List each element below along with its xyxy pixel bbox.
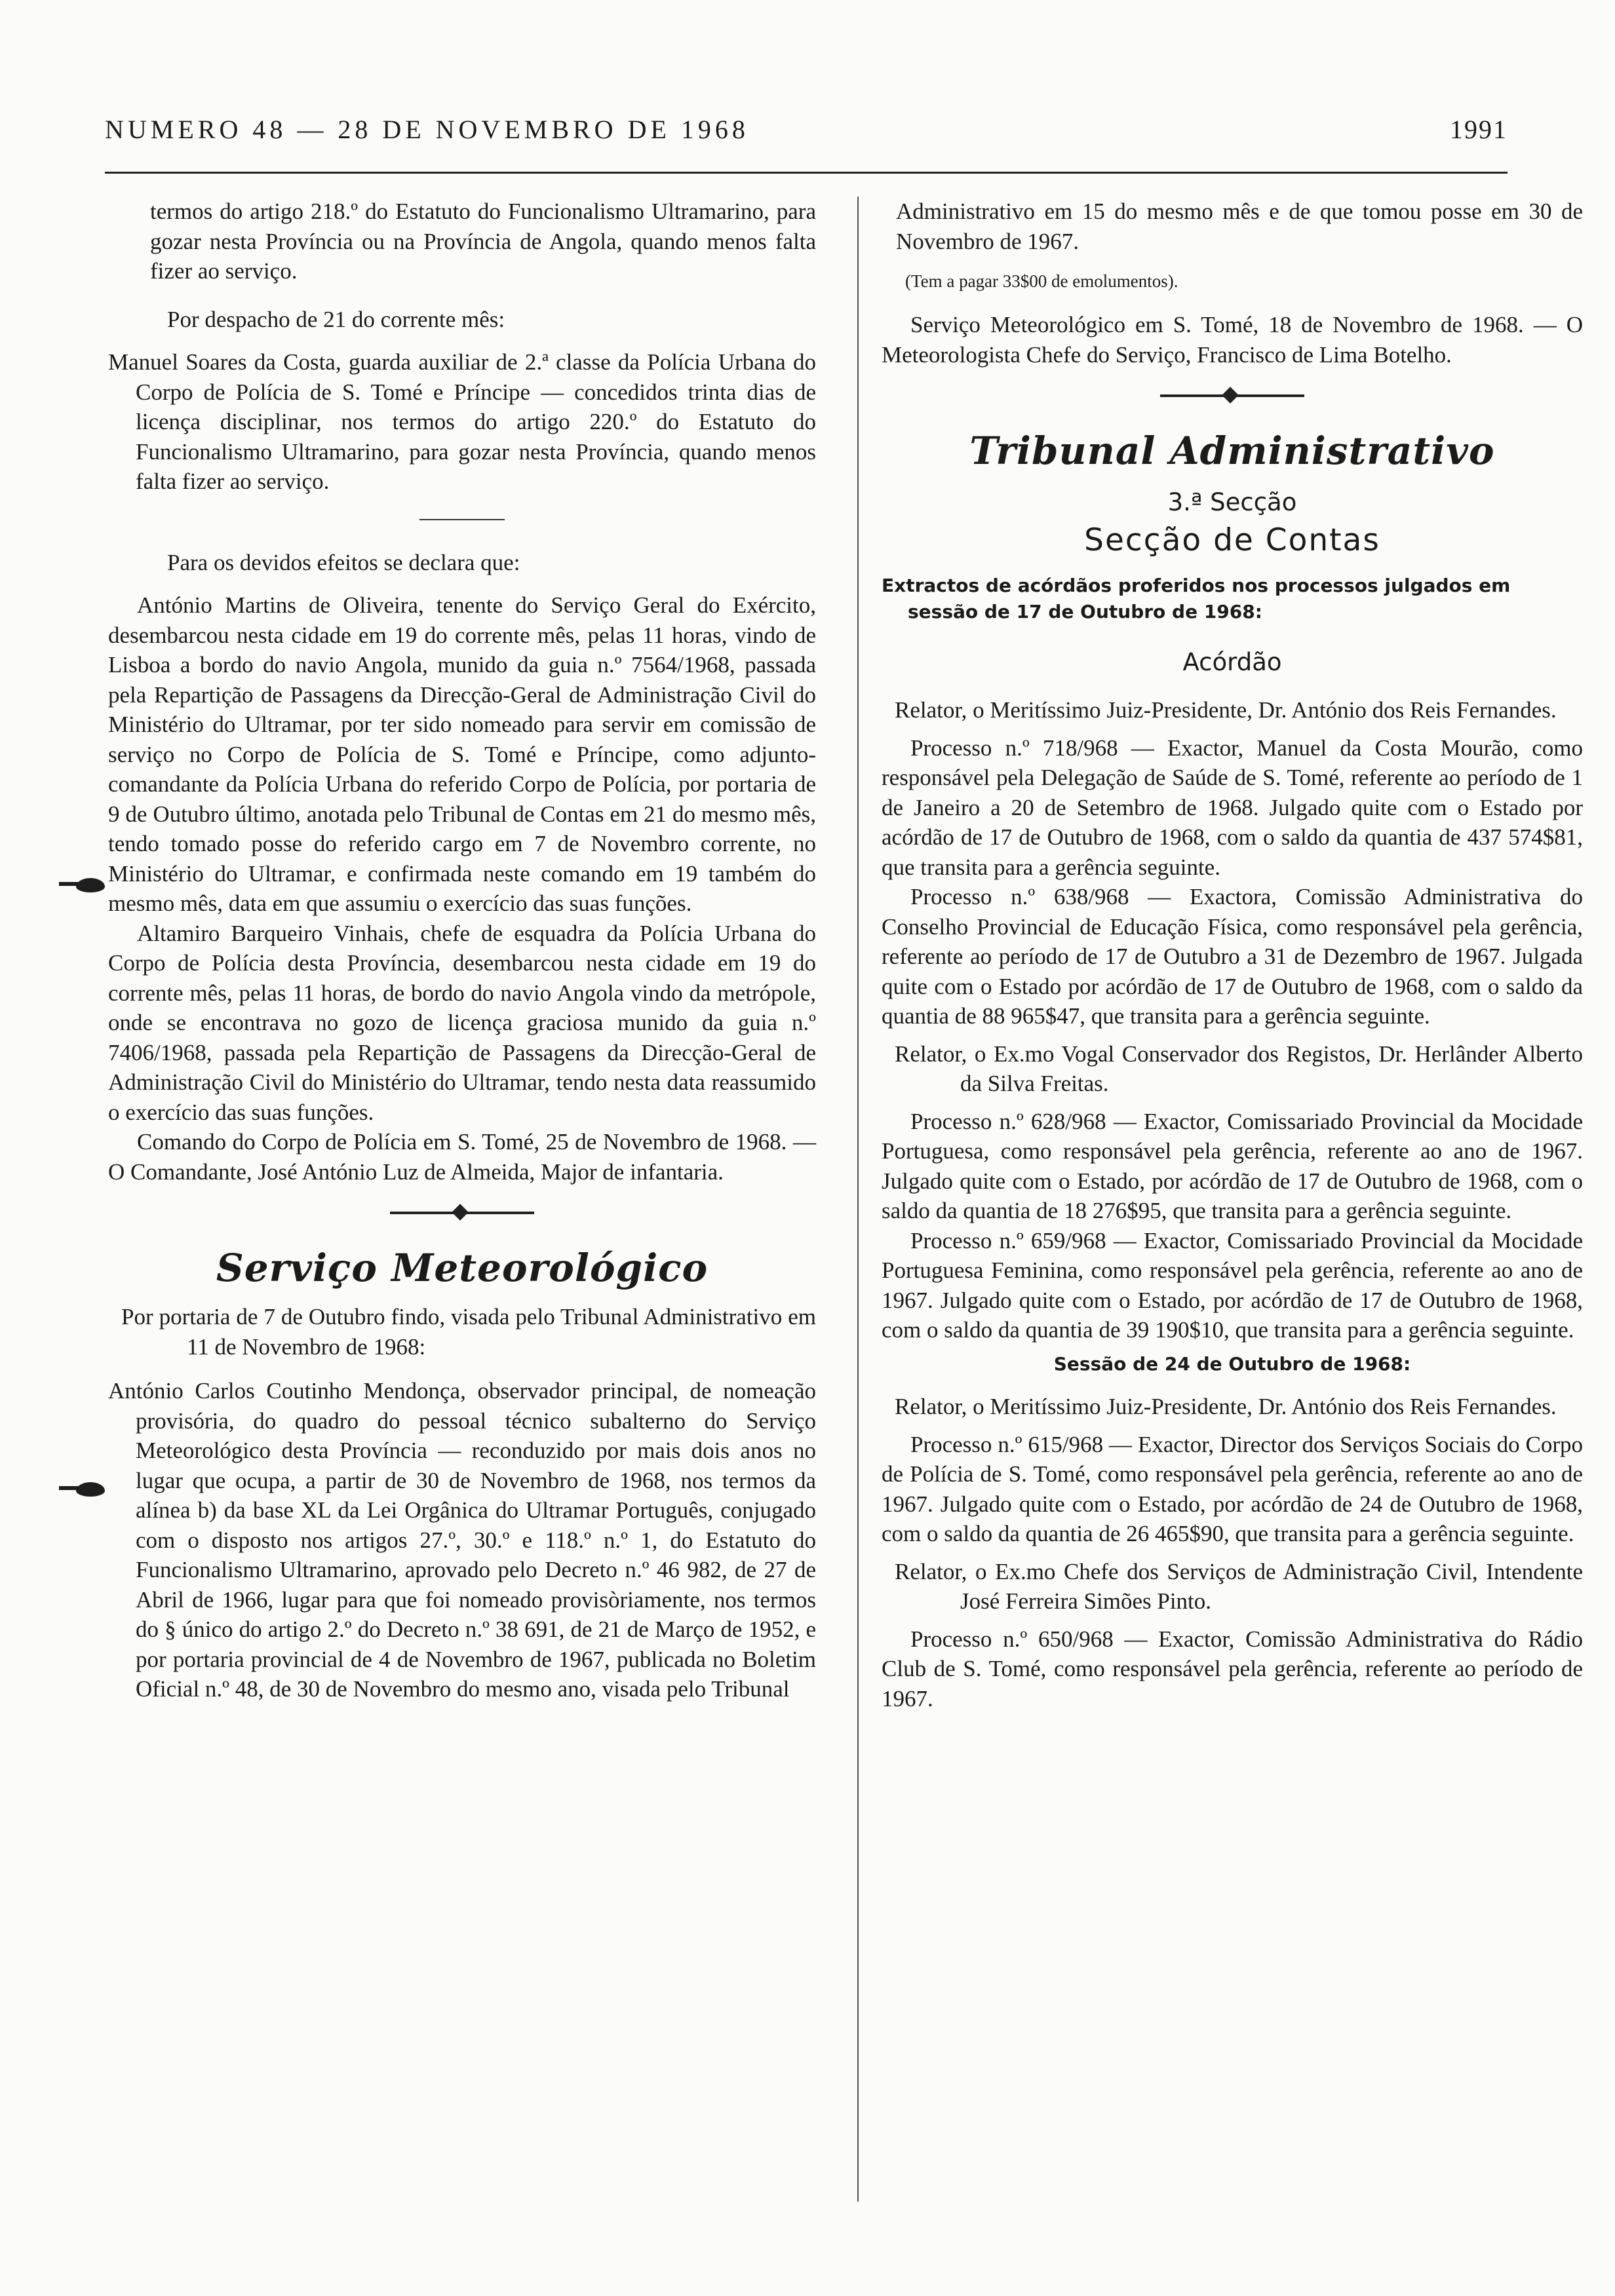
pointing-hand-icon xyxy=(76,1482,105,1497)
relator-line: Relator, o Meritíssimo Juiz-Presidente, Dr. António dos Reis Fernandes. xyxy=(895,697,1557,723)
processo-paragraph: Processo n.º 615/968 — Exactor, Director dos Serviços Sociais do Corpo de Polícia de S. Tomé, como responsável pela gerência, referente ao ano de 1967. Julgado quite com o Estado, por acórdão de 24 de Outubro de 1968, com o saldo da quantia de 26 465$90, que transita para a gerência seguinte. xyxy=(882,1431,1583,1546)
relator-line: Relator, o Ex.mo Chefe dos Serviços de Administração Civil, Intendente José Ferreira Simões Pinto. xyxy=(895,1558,1583,1614)
ornament-separator xyxy=(390,1212,534,1214)
despacho-heading: Por despacho de 21 do corrente mês: xyxy=(167,306,505,332)
processo-paragraph: Processo n.º 718/968 — Exactor, Manuel da Costa Mourão, como responsável pela Delegação de Saúde de S. Tomé, referente ao período de 1 de Janeiro a 20 de Setembro de 1968. Julgado quite com o Estado por acórdão de 17 de Outubro de 1968, com o saldo da quantia de 437 574$81, que transita para a gerência seguinte. xyxy=(882,735,1583,880)
acordao-heading: Acórdão xyxy=(1182,647,1282,676)
seccao-number: 3.ª Secção xyxy=(1167,488,1297,516)
processo-paragraph: Processo n.º 638/968 — Exactora, Comissão Administrativa do Conselho Provincial de Educação Física, como responsável pela gerência, referente ao período de 17 de Outubro a 31 de Dezembro de 1967. Julgada quite com o Estado por acórdão de 17 de Outubro de 1968, com o saldo da quantia de 88 965$47, que transita para a gerência seguinte. xyxy=(882,884,1583,1029)
ornament-separator xyxy=(1160,394,1304,397)
paragraph: Altamiro Barqueiro Vinhais, chefe de esquadra da Polícia Urbana do Corpo de Polícia desta Província, desembarcou nesta cidade em 19 do corrente mês, pelas 11 horas, de bordo do navio Angola vindo da metrópole, onde se encontrava no gozo de licença graciosa munido da guia n.º 7406/1968, passada pela Repartição de Passagens da Direcção-Geral de Administração Civil do Ministério do Ultramar, tendo nesta data reassumido o exercício das suas funções. xyxy=(108,920,816,1125)
pointing-hand-icon xyxy=(76,878,105,892)
processo-paragraph: Processo n.º 628/968 — Exactor, Comissariado Provincial da Mocidade Portuguesa, como responsável pela gerência, referente ao ano de 1967. Julgado quite com o Estado, por acórdão de 17 de Outubro de 1968, com o saldo da quantia de 18 276$95, que transita para a gerência seguinte. xyxy=(882,1108,1583,1223)
right-column xyxy=(882,197,1583,1713)
separator xyxy=(419,519,505,520)
emolumentos-note: (Tem a pagar 33$00 de emolumentos). xyxy=(905,271,1178,291)
portaria-heading: Por portaria de 7 de Outubro findo, visada pelo Tribunal Administrativo em 11 de Novembro de 1968: xyxy=(121,1304,816,1360)
relator-line: Relator, o Ex.mo Vogal Conservador dos Registos, Dr. Herlânder Alberto da Silva Freitas. xyxy=(895,1041,1583,1096)
paragraph: Administrativo em 15 do mesmo mês e de que tomou posse em 30 de Novembro de 1967. xyxy=(896,199,1583,254)
extractos-heading: Extractos de acórdãos proferidos nos processos julgados em sessão de 17 de Outubro de 1968: xyxy=(882,574,1511,622)
header-rule xyxy=(105,172,1508,174)
paragraph: António Carlos Coutinho Mendonça, observador principal, de nomeação provisória, do quadro do pessoal técnico subalterno do Serviço Meteorológico desta Província — reconduzido por mais dois anos no lugar que ocupa, a partir de 30 de Novembro de 1968, nos termos da alínea b) da base XL da Lei Orgânica do Ultramar Português, conjugado com o disposto nos artigos 27.º, 30.º e 118.º n.º 1, do Estatuto do Funcionalismo Ultramarino, aprovado pelo Decreto n.º 46 982, de 27 de Abril de 1966, lugar para que foi nomeado provisòriamente, nos termos do § único do artigo 2.º do Decreto n.º 38 691, de 21 de Março de 1952, e por portaria provincial de 4 de Novembro de 1967, publicada no Boletim Oficial n.º 48, de 30 de Novembro do mesmo ano, visada pelo Tribunal xyxy=(108,1378,816,1702)
page-header xyxy=(105,110,1508,149)
issue-title: NUMERO 48 — 28 DE NOVEMBRO DE 1968 xyxy=(105,115,749,144)
paragraph: Manuel Soares da Costa, guarda auxiliar de 2.ª classe da Polícia Urbana do Corpo de Polícia de S. Tomé e Príncipe — concedidos trinta dias de licença disciplinar, nos termos do artigo 220.º do Estatuto do Funcionalismo Ultramarino, para gozar nesta Província, quando menos falta fizer ao serviço. xyxy=(108,349,816,494)
processo-paragraph: Processo n.º 650/968 — Exactor, Comissão Administrativa do Rádio Club de S. Tomé, como responsável pela gerência, referente ao período de 1967. xyxy=(882,1626,1583,1712)
paragraph: termos do artigo 218.º do Estatuto do Funcionalismo Ultramarino, para gozar nesta Província ou na Província de Angola, quando menos falta fizer ao serviço. xyxy=(150,199,816,284)
column-divider xyxy=(857,197,859,2202)
processo-paragraph: Processo n.º 659/968 — Exactor, Comissariado Provincial da Mocidade Portuguesa Feminina, como responsável pela gerência, referente ao ano de 1967. Julgado quite com o Estado, por acórdão de 17 de Outubro de 1968, com o saldo da quantia de 39 190$10, que transita para a gerência seguinte. xyxy=(882,1227,1583,1343)
section-title: Serviço Meteorológico xyxy=(216,1246,709,1290)
relator-line: Relator, o Meritíssimo Juiz-Presidente, Dr. António dos Reis Fernandes. xyxy=(895,1394,1557,1419)
signature-paragraph: Serviço Meteorológico em S. Tomé, 18 de Novembro de 1968. — O Meteorologista Chefe do Serviço, Francisco de Lima Botelho. xyxy=(882,312,1583,368)
signature-paragraph: Comando do Corpo de Polícia em S. Tomé, 25 de Novembro de 1968. — O Comandante, José António Luz de Almeida, Major de infantaria. xyxy=(108,1129,816,1185)
section-title: Tribunal Administrativo xyxy=(969,429,1495,473)
seccao-title: Secção de Contas xyxy=(1084,522,1380,558)
left-column xyxy=(108,197,816,1704)
sessao-heading: Sessão de 24 de Outubro de 1968: xyxy=(1053,1352,1411,1375)
page-number: 1991 xyxy=(1450,115,1508,144)
paragraph: António Martins de Oliveira, tenente do Serviço Geral do Exército, desembarcou nesta cidade em 19 do corrente mês, pelas 11 horas, vindo de Lisboa a bordo do navio Angola, munido da guia n.º 7564/1968, passada pela Repartição de Passagens da Direcção-Geral de Administração Civil do Ministério do Ultramar, por ter sido nomeado para servir em comissão de serviço no Corpo de Polícia de S. Tomé e Príncipe, como adjunto-comandante da Polícia Urbana do referido Corpo de Polícia, por portaria de 9 de Outubro último, anotada pelo Tribunal de Contas em 21 do mesmo mês, tendo tomado posse do referido cargo em 7 de Novembro corrente, no Ministério do Ultramar, e confirmada neste comando em 19 também do mesmo mês, data em que assumiu o exercício das suas funções. xyxy=(108,592,816,916)
declara-heading: Para os devidos efeitos se declara que: xyxy=(167,549,520,575)
